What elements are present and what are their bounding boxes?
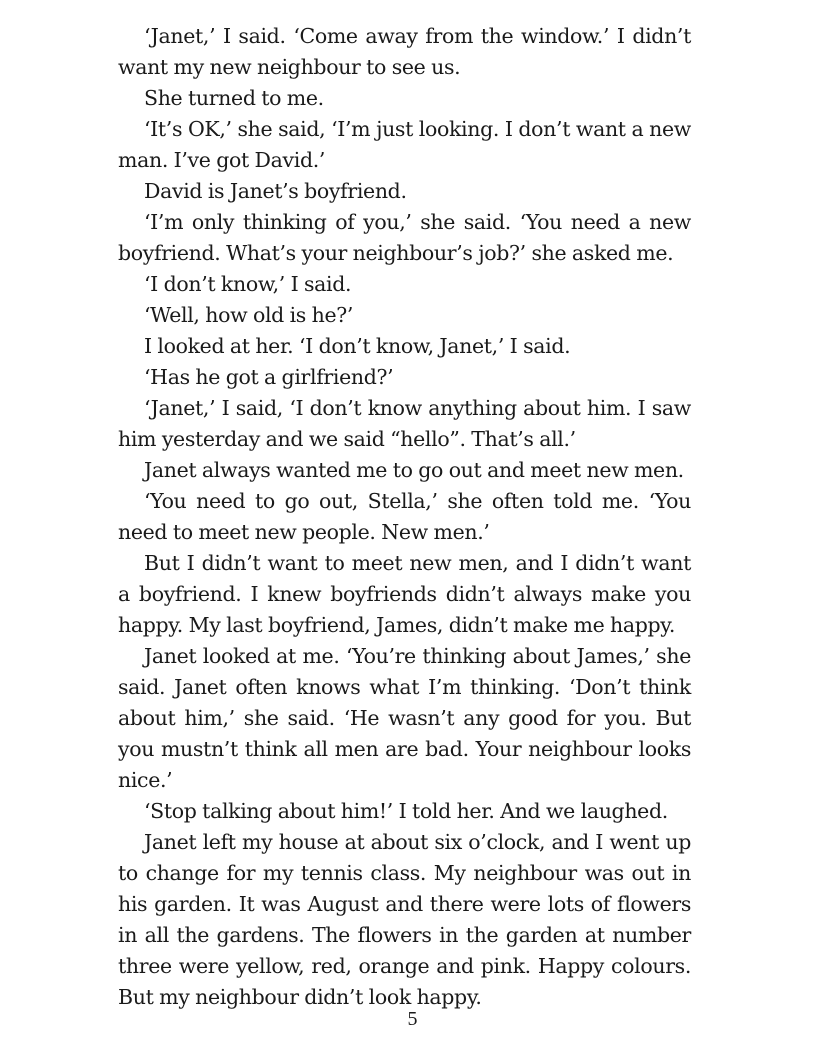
paragraph: ‘Janet,’ I said, ‘I don’t know anything about him. I saw him yesterday and we said “hello”. That’s all.’ [118, 396, 691, 451]
paragraph: Janet looked at me. ‘You’re thinking about James,’ she said. Janet often knows what I’m thinking. ‘Don’t think about him,’ she said. ‘He wasn’t any good for you. But you mustn’t think all men are bad. Your neighbour looks nice.’ [118, 644, 691, 792]
paragraph: I looked at her. ‘I don’t know, Janet,’ I said. [144, 334, 571, 358]
paragraph: ‘Stop talking about him!’ I told her. And we laughed. [144, 799, 668, 823]
page-number: 5 [407, 1008, 418, 1030]
paragraph: ‘I’m only thinking of you,’ she said. ‘You need a new boyfriend. What’s your neighbour’s job?’ she asked me. [118, 210, 691, 265]
paragraph: ‘You need to go out, Stella,’ she often told me. ‘You need to meet new people. New men.’ [118, 489, 691, 544]
paragraph: She turned to me. [144, 86, 324, 110]
paragraph: ‘I don’t know,’ I said. [144, 272, 352, 296]
story-text [118, 21, 691, 1013]
paragraph: David is Janet’s boyfriend. [144, 179, 407, 203]
paragraph: ‘Janet,’ I said. ‘Come away from the window.’ I didn’t want my new neighbour to see us. [118, 24, 691, 79]
paragraph: ‘Has he got a girlfriend?’ [144, 365, 394, 389]
paragraph: But I didn’t want to meet new men, and I didn’t want a boyfriend. I knew boyfriends didn’t always make you happy. My last boyfriend, James, didn’t make me happy. [118, 551, 691, 637]
paragraph: Janet always wanted me to go out and meet new men. [144, 458, 684, 482]
paragraph: ‘Well, how old is he?’ [144, 303, 354, 327]
paragraph: Janet left my house at about six o’clock, and I went up to change for my tennis class. My neighbour was out in his garden. It was August and there were lots of flowers in all the gardens. The flowers in the garden at number three were yellow, red, orange and pink. Happy colours. But my neighbour didn’t look happy. [118, 830, 691, 1009]
paragraph: ‘It’s OK,’ she said, ‘I’m just looking. I don’t want a new man. I’ve got David.’ [118, 117, 691, 172]
